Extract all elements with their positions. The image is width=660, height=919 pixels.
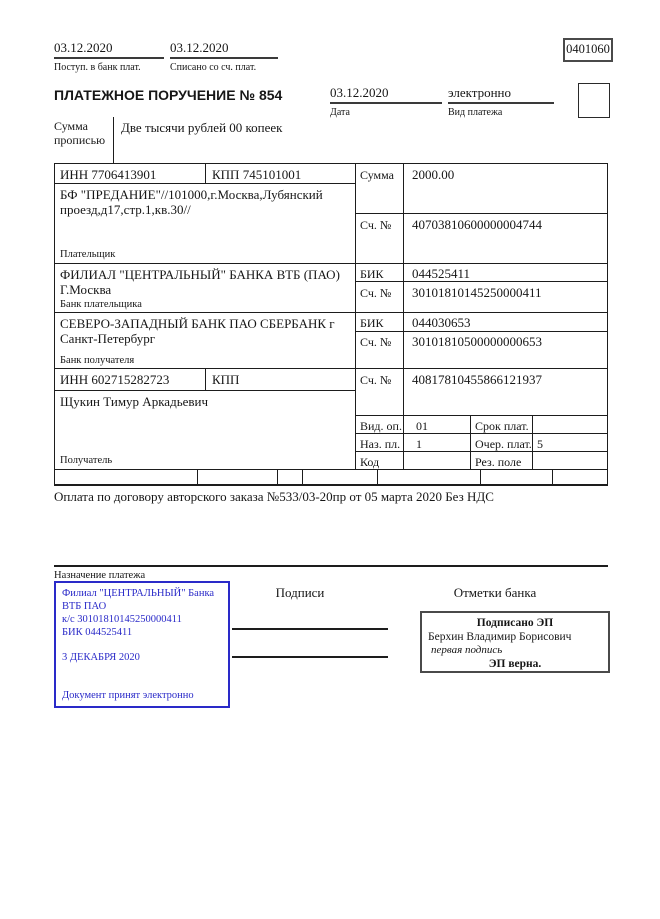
received-date-label: Поступ. в банк плат. <box>54 62 141 73</box>
payment-table <box>54 163 608 471</box>
amount-words-divider <box>113 117 114 163</box>
table-border <box>355 331 608 332</box>
table-border <box>54 390 355 391</box>
date-value: 03.12.2020 <box>330 85 442 104</box>
table-border <box>377 469 378 484</box>
payment-purpose-text: Оплата по договору авторского заказа №533/03-20пр от 05 марта 2020 Без НДС <box>54 489 494 504</box>
purpose-label: Назначение платежа <box>54 570 146 581</box>
table-border <box>54 183 355 184</box>
naz-pl-label: Наз. пл. <box>360 437 401 451</box>
vid-op-label: Вид. оп. <box>360 419 402 433</box>
amount-words-label-line2: прописью <box>54 133 106 147</box>
debited-date-value: 03.12.2020 <box>170 40 278 59</box>
table-border <box>355 451 608 452</box>
table-border <box>607 469 608 484</box>
received-date-field <box>54 40 164 74</box>
esign-sub: первая подпись <box>431 644 503 656</box>
payee-name: Щукин Тимур Аркадьевич <box>60 394 209 409</box>
table-border <box>302 469 303 484</box>
payment-kind-label: Вид платежа <box>448 107 503 118</box>
table-border <box>54 312 608 313</box>
payee-label: Получатель <box>60 455 113 466</box>
amount-words-label-line1: Сумма <box>54 119 88 133</box>
table-border <box>54 263 608 264</box>
kod-label: Код <box>360 455 380 469</box>
payer-inn: ИНН 7706413901 <box>60 167 157 182</box>
amount-words-value: Две тысячи рублей 00 копеек <box>121 120 283 135</box>
payee-bank-account-label: Сч. № <box>360 335 392 349</box>
debited-date-field <box>170 40 278 74</box>
stamp-note: Документ принят электронно <box>62 690 194 701</box>
payee-bank-account: 30101810500000000653 <box>412 334 542 349</box>
table-border <box>355 281 608 282</box>
payer-bank-account: 30101810145250000411 <box>412 285 542 300</box>
extra-fields-row <box>54 469 608 486</box>
date-label: Дата <box>330 107 350 118</box>
stamp-line1: Филиал "ЦЕНТРАЛЬНЫЙ" Банка <box>62 588 215 599</box>
table-border <box>607 163 608 469</box>
form-code-box: 0401060 <box>563 38 613 62</box>
table-border <box>54 163 55 469</box>
table-border <box>355 415 608 416</box>
table-border <box>355 163 356 469</box>
rez-pole-label: Рез. поле <box>475 455 522 469</box>
amount-words-label <box>54 119 110 147</box>
table-border <box>197 469 198 484</box>
amount-value: 2000.00 <box>412 167 455 182</box>
received-date-value: 03.12.2020 <box>54 40 164 59</box>
payer-kpp: КПП 745101001 <box>212 167 302 182</box>
srok-plat-label: Срок плат. <box>475 419 529 433</box>
table-border <box>54 368 608 369</box>
payee-bank-label: Банк получателя <box>60 355 135 366</box>
table-border <box>480 469 481 484</box>
signature-line <box>232 628 388 630</box>
payee-bank-name: СЕВЕРО-ЗАПАДНЫЙ БАНК ПАО СБЕРБАНК г Санкт-Петербург <box>60 316 335 346</box>
esign-verified: ЭП верна. <box>488 657 542 670</box>
payer-bank-label: Банк плательщика <box>60 299 142 310</box>
table-border <box>54 163 608 164</box>
stamp-corr-account: к/с 30101810145250000411 <box>62 614 182 625</box>
purpose-divider <box>54 565 608 567</box>
signatures-label: Подписи <box>275 585 325 600</box>
esign-title: Подписано ЭП <box>476 617 554 629</box>
ocher-plat-label: Очер. плат. <box>475 437 532 451</box>
payer-bank-account-label: Сч. № <box>360 286 392 300</box>
ocher-plat-value: 5 <box>537 437 543 451</box>
amount-label: Сумма <box>360 168 394 182</box>
payment-kind-value: электронно <box>448 85 554 104</box>
payer-label: Плательщик <box>60 249 116 260</box>
table-border <box>403 163 404 469</box>
payee-bank-bik: 044030653 <box>412 315 471 330</box>
payee-account-label: Сч. № <box>360 373 392 387</box>
bank-marks-label: Отметки банка <box>453 585 537 600</box>
signature-line <box>232 656 388 658</box>
table-border <box>277 469 278 484</box>
table-border <box>470 415 471 469</box>
esignature-box <box>420 611 610 673</box>
table-border <box>532 415 533 469</box>
payee-kpp: КПП <box>212 372 240 387</box>
payee-account: 40817810455866121937 <box>412 372 542 387</box>
payee-inn: ИНН 602715282723 <box>60 372 170 387</box>
vid-op-value: 01 <box>416 419 428 433</box>
payer-account: 40703810600000004744 <box>412 217 542 232</box>
payer-name-address: БФ "ПРЕДАНИЕ"//101000,г.Москва,Лубянский проезд,д17,стр.1,кв.30// <box>60 187 323 217</box>
payer-bank-bik: 044525411 <box>412 266 471 281</box>
debited-date-label: Списано со сч. плат. <box>170 62 257 73</box>
payer-bank-name: ФИЛИАЛ "ЦЕНТРАЛЬНЫЙ" БАНКА ВТБ (ПАО) Г.Москва <box>60 267 340 297</box>
payment-type-checkbox <box>578 83 610 118</box>
table-border <box>355 433 608 434</box>
table-border <box>54 469 55 484</box>
stamp-date: 3 ДЕКАБРЯ 2020 <box>62 652 140 663</box>
table-border <box>355 213 608 214</box>
payment-kind-field <box>448 85 554 119</box>
payer-bank-bik-label: БИК <box>360 267 384 281</box>
table-border <box>205 368 206 390</box>
stamp-line2: ВТБ ПАО <box>62 601 107 612</box>
document-title: ПЛАТЕЖНОЕ ПОРУЧЕНИЕ № 854 <box>54 87 283 103</box>
payee-bank-bik-label: БИК <box>360 316 384 330</box>
date-field <box>330 85 442 119</box>
payer-account-label: Сч. № <box>360 218 392 232</box>
stamp-bik: БИК 044525411 <box>62 627 133 638</box>
table-border <box>205 163 206 183</box>
esign-name: Берхин Владимир Борисович <box>428 630 572 643</box>
naz-pl-value: 1 <box>416 437 422 451</box>
table-border <box>552 469 553 484</box>
bank-stamp <box>54 581 230 708</box>
